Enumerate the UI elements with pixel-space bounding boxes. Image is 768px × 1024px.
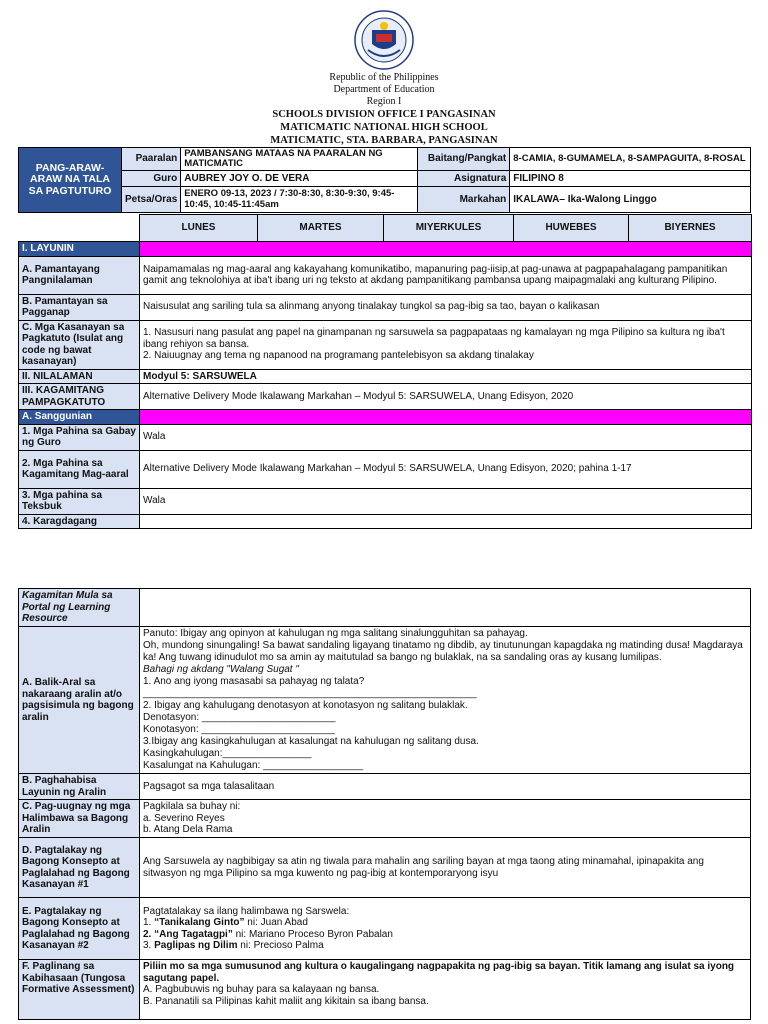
markahan-label: Markahan <box>418 187 510 213</box>
paghahabisa-text: Pagsagot sa mga talasalitaan <box>140 774 751 800</box>
markahan-value: IKALAWA– Ika-Walong Linggo <box>510 187 751 213</box>
teksbuk-text: Wala <box>140 488 752 514</box>
gabay-label: 1. Mga Pahina sa Gabay ng Guro <box>19 424 140 450</box>
info-table <box>18 147 751 213</box>
portal-text <box>140 589 751 627</box>
baitang-label: Baitang/Pangkat <box>418 148 510 171</box>
asignatura-label: Asignatura <box>418 171 510 187</box>
layunin-bar <box>140 242 752 257</box>
guro-label: Guro <box>122 171 181 187</box>
pamantayang-text: Naipamamalas ng mag-aaral ang kakayahang komunikatibo, mapanuring pag-iisip,at pag-unawa at pagpapahalagang pampanitikan gamit ang teknolohiya at iba't ibang uri ng teksto at akdang pampanitikang pambansa upang maipagmalaki ang kulturang Pilipino. <box>140 256 752 294</box>
header-school: MATICMATIC NATIONAL HIGH SCHOOL <box>280 122 488 133</box>
balik-aral-label: A. Balik-Aral sa nakaraang aralin at/o pagsisimula ng bagong aralin <box>19 627 140 774</box>
pagganap-label: B. Pamantayan sa Pagganap <box>19 294 140 320</box>
deped-seal-logo <box>354 10 414 70</box>
day-huwebes: HUWEBES <box>514 215 629 242</box>
balik-line: ____________________________________________________________ <box>143 688 477 699</box>
day-lunes: LUNES <box>140 215 258 242</box>
e-intro: Pagtatalakay sa ilang halimbawa ng Sarswela: <box>143 905 350 917</box>
baitang-value: 8-CAMIA, 8-GUMAMELA, 8-SAMPAGUITA, 8-ROSAL <box>510 148 751 171</box>
kagamitan-text: Alternative Delivery Mode Ikalawang Markahan – Modyul 5: SARSUWELA, Unang Edisyon, 2020 <box>140 384 752 410</box>
f-choice-a: A. Pagbubuwis ng buhay para sa kalayaan ng bansa. <box>143 984 380 995</box>
e-item-author: ni: Precioso Palma <box>237 940 324 951</box>
paguugnay-label: C. Pag-uugnay ng mga Halimbawa sa Bagong Aralin <box>19 800 140 838</box>
petsa-value: ENERO 09-13, 2023 / 7:30-8:30, 8:30-9:30, 9:45-10:45, 10:45-11:45am <box>181 187 418 213</box>
paglinang-label: F. Paglinang sa Kabihasaan (Tungosa Formative Assessment) <box>19 960 140 1020</box>
karagdagang-label: 4. Karagdagang <box>19 514 140 529</box>
e-item-title: Paglipas ng Dilim <box>154 940 238 951</box>
header-division: SCHOOLS DIVISION OFFICE I PANGASINAN <box>272 109 496 120</box>
day-miyerkules: MIYERKULES <box>384 215 514 242</box>
sanggunian-heading: A. Sanggunian <box>19 410 140 425</box>
e-item-2 <box>143 929 747 941</box>
balik-line: 2. Ibigay ang kahulugang denotasyon at konotasyon ng salitang bulaklak. <box>143 700 468 711</box>
balik-line: 1. Ano ang iyong masasabi sa pahayag ng talata? <box>143 676 365 687</box>
e-item-author: ni: Mariano Proceso Byron Pabalan <box>232 928 393 940</box>
balik-line: 3.Ibigay ang kasingkahulugan at kasalungat na kahulugan ng salitang dusa. <box>143 736 479 747</box>
kasanayan-2: 2. Naiuugnay ang tema ng napanood na programang pantelebisyon sa akdang tinalakay <box>143 350 534 362</box>
nilalaman-label: II. NILALAMAN <box>19 369 140 384</box>
balik-line: Oh, mundong sinungaling! Sa bawat sandaling ligayang tinatamo ng dibdib, ay tinutunungan kapagdaka ng matinding dusa! Magdaraya ka! Ang tuwang idinudulot mo sa amin ay maitutulad sa bango ng bulaklak, na sa sandaling oras ay kusang lumilipas. <box>143 640 743 663</box>
balik-line: Konotasyon: ________________________ <box>143 724 335 735</box>
paaralan-value: PAMBANSANG MATAAS NA PAARALAN NG MATICMATIC <box>181 148 418 171</box>
balik-line: Denotasyon: ________________________ <box>143 712 336 723</box>
layunin-heading: I. LAYUNIN <box>19 242 140 257</box>
f-instruction: Piliin mo sa mga sumusunod ang kultura o kaugalingang nagpapakita ng pag-ibig sa bayan. Titik lamang ang isulat sa iyong sagutang papel. <box>143 961 735 984</box>
kasanayan-1: 1. Nasusuri nang pasulat ang papel na ginampanan ng sarsuwela sa pagpapataas ng kamalayan ng mga Pilipino sa kultura ng iba't ibang rehiyon sa bansa. <box>143 327 725 350</box>
balik-aral-text <box>140 627 751 774</box>
f-choice-b: B. Pananatili sa Pilipinas kahit maliit ang kikitain sa ibang bansa. <box>143 995 429 1007</box>
balik-line: Panuto: Ibigay ang opinyon at kahulugan ng mga salitang sinalungguhitan sa pahayag. <box>143 628 528 639</box>
balik-line: Kasalungat na Kahulugan: __________________ <box>143 760 364 771</box>
paglinang-text <box>140 960 751 1020</box>
days-corner <box>19 215 140 242</box>
e-item-title: “Tanikalang Ginto” <box>154 917 245 928</box>
header-republic: Republic of the Philippines <box>329 72 439 83</box>
paaralan-label: Paaralan <box>122 148 181 171</box>
pagganap-text: Naisusulat ang sariling tula sa alinmang anyong tinalakay tungkol sa pag-ibig sa tao, bayan o kalikasan <box>140 294 752 320</box>
paguugnay-line: a. Severino Reyes <box>143 812 225 824</box>
header-address: MATICMATIC, STA. BARBARA, PANGASINAN <box>270 135 498 146</box>
e-item-num: 2. <box>143 928 155 940</box>
pagtalakay-2-label: E. Pagtalakay ng Bagong Konsepto at Paglalahad ng Bagong Kasanayan #2 <box>19 898 140 960</box>
pagtalakay-1-text: Ang Sarsuwela ay nagbibigay sa atin ng tiwala para mahalin ang sariling bayan at mga taong ating minamahal, ipinapakita ang sitwasyon ng mga Pilipino sa mga kuwento ng pag-ibig at kontemporaryong isyu <box>140 838 751 898</box>
e-item-author: ni: Juan Abad <box>244 917 308 928</box>
gabay-text: Wala <box>140 424 752 450</box>
day-biyernes: BIYERNES <box>629 215 752 242</box>
e-item-title: “Ang Tagatagpi” <box>154 928 233 940</box>
e-item-num: 1. <box>143 917 155 928</box>
paguugnay-text <box>140 800 751 838</box>
paghahabisa-label: B. Paghahabisa Layunin ng Aralin <box>19 774 140 800</box>
day-martes: MARTES <box>258 215 384 242</box>
paguugnay-line: b. Atang Dela Rama <box>143 824 233 836</box>
page-title: PANG-ARAW-ARAW NA TALA SA PAGTUTURO <box>19 148 122 213</box>
balik-line: Bahagi ng akdang "Walang Sugat " <box>143 664 299 675</box>
balik-line: Kasingkahulugan:________________ <box>143 748 312 759</box>
kasanayan-label: C. Mga Kasanayan sa Pagkatuto (Isulat ang code ng bawat kasanayan) <box>19 320 140 369</box>
paguugnay-line: Pagkilala sa buhay ni: <box>143 801 241 813</box>
nilalaman-text: Modyul 5: SARSUWELA <box>140 369 752 384</box>
portal-label: Kagamitan Mula sa Portal ng Learning Resource <box>19 589 140 627</box>
karagdagang-text <box>140 514 752 529</box>
e-item-3 <box>143 940 747 952</box>
header-region: Region I <box>366 96 402 107</box>
guro-value: AUBREY JOY O. DE VERA <box>181 171 418 187</box>
sanggunian-bar <box>140 410 752 425</box>
pagtalakay-2-text <box>140 898 751 960</box>
teksbuk-label: 3. Mga pahina sa Teksbuk <box>19 488 140 514</box>
kagamitang-text: Alternative Delivery Mode Ikalawang Markahan – Modyul 5: SARSUWELA, Unang Edisyon, 2020; pahina 1-17 <box>140 450 752 488</box>
e-item-1 <box>143 917 747 929</box>
e-item-num: 3. <box>143 940 155 951</box>
pamantayang-label: A. Pamantayang Pangnilalaman <box>19 256 140 294</box>
kagamitan-label: III. KAGAMITANG PAMPAGKATUTO <box>19 384 140 410</box>
lesson-plan-table-2 <box>18 588 751 1020</box>
pagtalakay-1-label: D. Pagtalakay ng Bagong Konsepto at Paglalahad ng Bagong Kasanayan #1 <box>19 838 140 898</box>
lesson-plan-table-1 <box>18 214 752 529</box>
kasanayan-text <box>140 320 752 369</box>
petsa-label: Petsa/Oras <box>122 187 181 213</box>
asignatura-value: FILIPINO 8 <box>510 171 751 187</box>
kagamitang-label: 2. Mga Pahina sa Kagamitang Mag-aaral <box>19 450 140 488</box>
header-department: Department of Education <box>333 84 435 95</box>
